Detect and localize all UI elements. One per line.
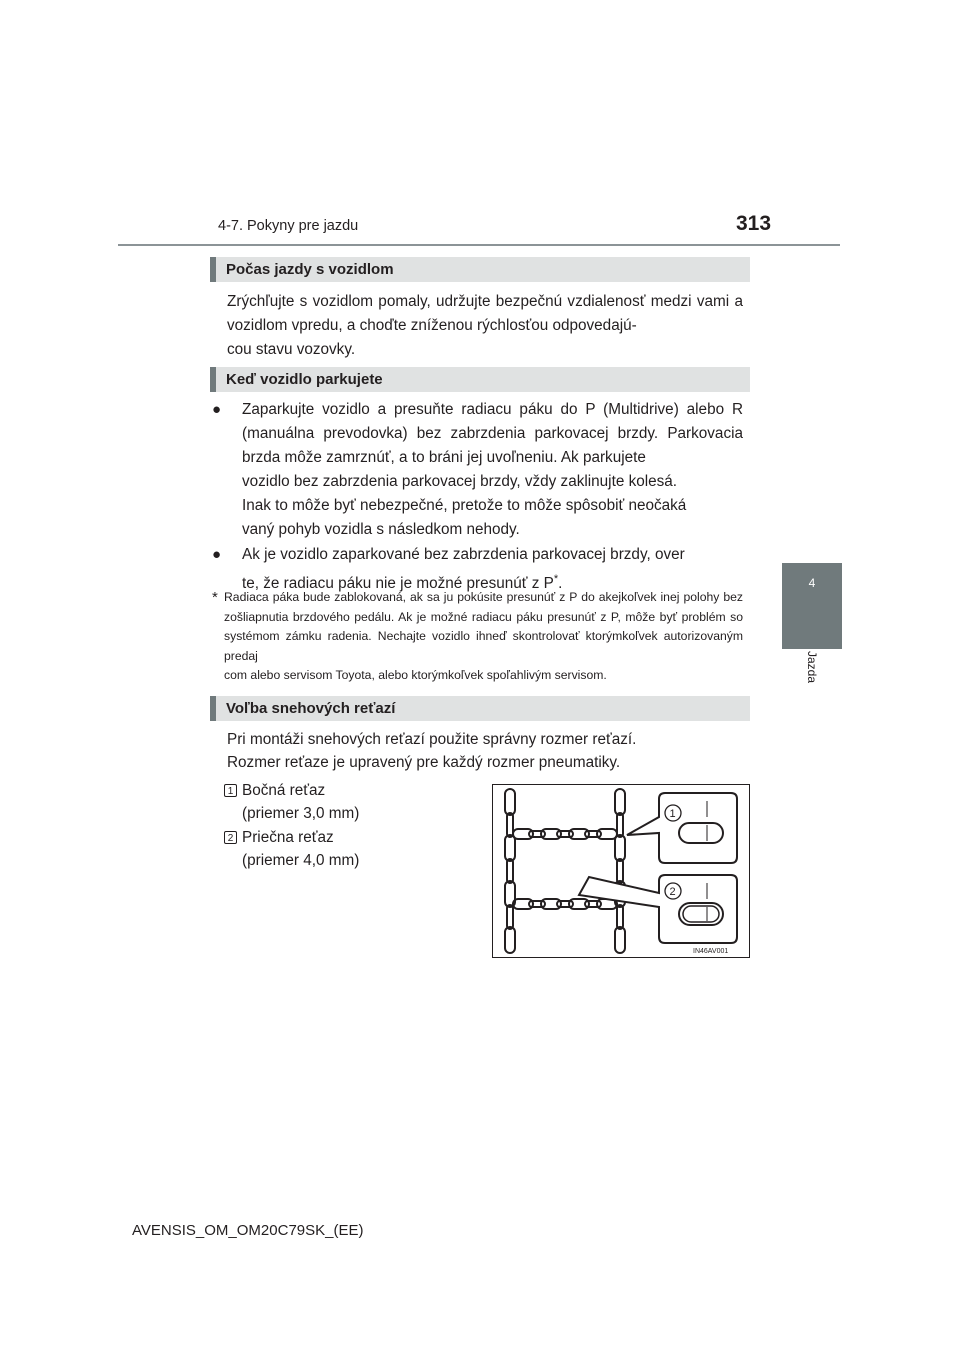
section-heading-text: Keď vozidlo parkujete xyxy=(226,371,383,388)
chains-line-2: Rozmer reťaze je upravený pre každý rozmer pneumatiky. xyxy=(227,754,621,771)
section-title: 4-7. Pokyny pre jazdu xyxy=(218,218,359,234)
section-heading-snow-chains xyxy=(210,696,750,721)
parking-bullet-1 xyxy=(242,398,743,542)
callout-label-1: 1 xyxy=(669,808,676,820)
footnote-star: * xyxy=(553,573,559,585)
section-heading-parking xyxy=(210,367,750,392)
bullet-text-2: Inak to môže byť nebezpečné, pretože to môže spôsobiť neočaká xyxy=(242,497,687,514)
bullet-text-last: te, že radiacu páku nie je možné presunúť z P xyxy=(242,575,554,593)
item-number-2: 2 xyxy=(224,831,237,844)
bullet-text-last: vozidlo bez zabrzdenia parkovacej brzdy, vždy zaklinujte kolesá. xyxy=(242,473,678,490)
figure-code: IN46AV001 xyxy=(693,948,729,955)
bullet-text: Ak je vozidlo zaparkované bez zabrzdenia parkovacej brzdy, over xyxy=(242,546,685,563)
footnote-text-last: com alebo servisom Toyota, alebo ktorýmkoľvek spoľahlivým servisom. xyxy=(224,668,607,682)
item-1-detail: (priemer 3,0 mm) xyxy=(242,805,360,822)
item-2-detail: (priemer 4,0 mm) xyxy=(242,852,360,869)
side-chain-left xyxy=(505,789,515,953)
bullet-text-end: . xyxy=(558,575,563,593)
item-number-1: 1 xyxy=(224,784,237,797)
paragraph-text: Zrýchľujte s vozidlom pomaly, udržujte bezpečnú vzdialenosť medzi vami a vozidlom vpredu, a choďte zníženou rýchlosťou odpovedajú- xyxy=(227,293,743,334)
footnote xyxy=(224,588,743,686)
snow-chain-illustration xyxy=(493,785,749,957)
chapter-number: 4 xyxy=(808,576,816,590)
section-heading-driving xyxy=(210,257,750,282)
item-2-label: Priečna reťaz xyxy=(242,829,334,846)
cross-chain-bottom xyxy=(513,899,617,909)
driving-paragraph xyxy=(227,290,743,362)
footnote-mark: * xyxy=(212,589,218,606)
side-chain-right xyxy=(615,789,625,953)
chapter-label xyxy=(782,650,842,684)
footnote-text: Radiaca páka bude zablokovaná, ak sa ju pokúsite presunúť z P do akejkoľvek inej polohy bez zošliapnutia brzdového pedálu. Ak je možné radiacu páku presunúť z P, môže byť problém so systémom zámku radenia. Nechajte vozidlo ihneď skontrolovať ktorýmkoľvek autorizovaným predaj xyxy=(224,590,743,663)
snow-chain-figure xyxy=(492,784,750,958)
callout-1 xyxy=(627,793,737,863)
bullet-text: Zaparkujte vozidlo a presuňte radiacu páku do P (Multidrive) alebo R (manuálna prevodovka) bez zabrzdenia parkovacej brzdy. Parkovacia brzda môže zamrznúť, a to bráni jej uvoľneniu. Ak parkujete xyxy=(242,401,743,466)
bullet-text-2-last: vaný pohyb vozidla s následkom nehody. xyxy=(242,521,520,538)
page-number: 313 xyxy=(736,212,772,235)
item-1-label: Bočná reťaz xyxy=(242,782,326,799)
section-heading-text: Voľba snehových reťazí xyxy=(226,700,396,717)
section-heading-text: Počas jazdy s vozidlom xyxy=(226,261,394,278)
chapter-label-text: Jazda xyxy=(805,650,819,684)
bullet-icon: ● xyxy=(212,546,222,563)
bullet-icon: ● xyxy=(212,401,222,418)
cross-chain-top xyxy=(513,829,617,839)
chapter-tab xyxy=(782,563,842,649)
paragraph-text-last: cou stavu vozovky. xyxy=(227,341,356,358)
header-divider xyxy=(118,244,840,246)
document-footer: AVENSIS_OM_OM20C79SK_(EE) xyxy=(132,1222,364,1239)
chains-line-1: Pri montáži snehových reťazí použite správny rozmer reťazí. xyxy=(227,731,637,748)
callout-label-2: 2 xyxy=(669,886,676,898)
